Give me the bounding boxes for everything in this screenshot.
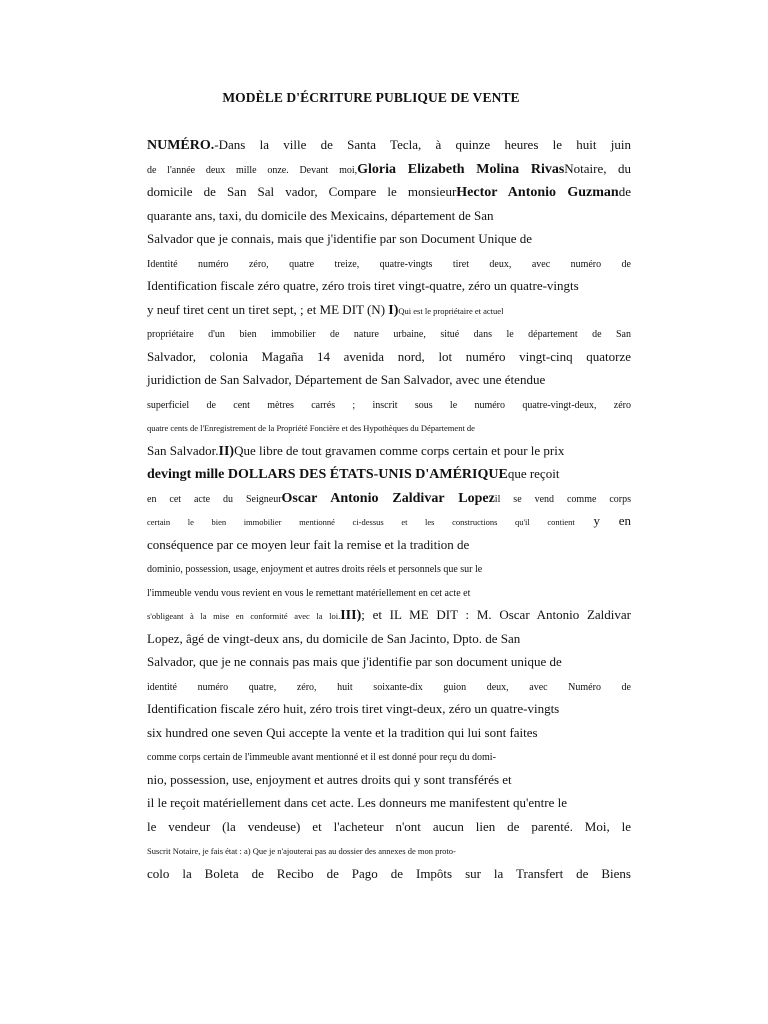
text-line [147, 838, 631, 862]
text-span: Identification fiscale zéro huit, zéro trois tiret vingt-deux, zéro un quatre-vingts [147, 701, 560, 716]
bold-text: II) [218, 443, 235, 459]
bold-text: Gloria Elizabeth Molina Rivas [357, 161, 565, 177]
text-span: Qui est le propriétaire et actuel [398, 305, 504, 316]
text-span: identité numéro quatre, zéro, huit soixante-dix guion deux, avec Numéro de [147, 681, 631, 693]
text-line [147, 415, 631, 439]
text-span: Salvador, que je ne connais pas mais que j'identifie par son document unique de [147, 654, 562, 669]
text-span: il se vend comme corps [494, 493, 632, 505]
text-span: -Dans la ville de Santa Tecla, à quinze heures le huit juin [214, 137, 631, 152]
text-span: s'obligeant à la mise en conformité avec la loi. [147, 611, 341, 621]
text-line [147, 580, 631, 604]
text-line [147, 533, 631, 557]
text-line [147, 768, 631, 792]
text-span: superficiel de cent mètres carrés ; inscrit sous le numéro quatre-vingt-deux, zéro [147, 399, 631, 411]
text-span: six hundred one seven Qui accepte la vente et la tradition qui lui sont faites [147, 724, 538, 740]
text-span: Suscrit Notaire, je fais état : a) Que je n'ajouterai pas au dossier des annexes de mon proto- [147, 846, 456, 856]
text-span: Salvador, colonia Magaña 14 avenida nord, lot numéro vingt-cinq quatorze [147, 348, 631, 364]
text-span: de [618, 184, 631, 199]
text-line [147, 345, 631, 369]
text-line [147, 251, 631, 275]
bold-text: Oscar Antonio Zaldivar Lopez [281, 490, 495, 506]
text-span: certain le bien immobilier mentionné ci-dessus et les constructions qu'il contient [147, 517, 575, 527]
text-span: quatre cents de l'Enregistrement de la Propriété Foncière et des Hypothèques du Département de [147, 423, 475, 433]
text-span: colo la Boleta de Recibo de Pago de Impôts sur la Transfert de Biens [147, 865, 631, 881]
text-line [147, 674, 631, 698]
text-span: ; et IL ME DIT : M. Oscar Antonio Zaldivar [361, 607, 632, 622]
document-body [147, 133, 631, 885]
text-line [147, 368, 631, 392]
text-line [147, 862, 631, 886]
text-line [147, 133, 631, 157]
text-span: Identification fiscale zéro quatre, zéro trois tiret vingt-quatre, zéro un quatre-vingts [147, 278, 579, 293]
text-line [147, 227, 631, 251]
text-line [147, 815, 631, 839]
text-line [147, 509, 631, 533]
bold-text: III) [340, 608, 362, 623]
text-line [147, 274, 631, 298]
document-title: MODÈLE D'ÉCRITURE PUBLIQUE DE VENTE [222, 90, 520, 105]
text-line [147, 603, 631, 627]
text-span: en cet acte du Seigneur [147, 493, 282, 505]
text-line [147, 721, 631, 745]
text-span: Notaire, du [564, 160, 632, 176]
text-span: Lopez, âgé de vingt-deux ans, du domicile de San Jacinto, Dpto. de San [147, 630, 521, 646]
text-span: quarante ans, taxi, du domicile des Mexicains, département de San [147, 207, 494, 223]
text-line [147, 697, 631, 721]
text-line [147, 157, 631, 181]
text-line [147, 791, 631, 815]
text-span: il le reçoit matériellement dans cet acte. Les donneurs me manifestent qu'entre le [147, 795, 567, 810]
text-line [147, 486, 631, 510]
text-span: Identité numéro zéro, quatre treize, quatre-vingts tiret deux, avec numéro de [147, 258, 631, 270]
text-line [147, 180, 631, 204]
text-line [147, 556, 631, 580]
text-line [147, 462, 631, 486]
bold-text: devingt mille DOLLARS DES ÉTATS-UNIS D'AMÉRIQUE [147, 467, 508, 482]
text-span: y en [574, 513, 631, 528]
text-line [147, 650, 631, 674]
text-span: y neuf tiret cent un tiret sept, ; et ME DIT (N) [147, 301, 389, 317]
text-line [147, 321, 631, 345]
text-span: Salvador que je connais, mais que j'identifie par son Document Unique de [147, 231, 533, 246]
bold-text: Hector Antonio Guzman [456, 185, 619, 200]
text-span: nio, possession, use, enjoyment et autres droits qui y sont transférés et [147, 771, 512, 787]
text-span: juridiction de San Salvador, Département de San Salvador, avec une étendue [147, 372, 546, 387]
text-span: conséquence par ce moyen leur fait la remise et la tradition de [147, 536, 470, 552]
bold-text: I) [388, 302, 399, 318]
text-line [147, 298, 631, 322]
text-span: le vendeur (la vendeuse) et l'acheteur n'ont aucun lien de parenté. Moi, le [147, 818, 631, 834]
text-span: l'immeuble vendu vous revient en vous le remettant matériellement en cet acte et [147, 587, 471, 599]
text-span: domicile de San Sal vador, Compare le monsieur [147, 184, 457, 199]
text-span: de l'année deux mille onze. Devant moi, [147, 164, 358, 176]
text-span: propriétaire d'un bien immobilier de nature urbaine, situé dans le département de San [147, 329, 631, 340]
text-span: que reçoit [507, 466, 560, 481]
text-span: Que libre de tout gravamen comme corps certain et pour le prix [234, 442, 565, 458]
text-line [147, 392, 631, 416]
bold-text: NUMÉRO. [147, 138, 215, 153]
text-span: comme corps certain de l'immeuble avant mentionné et il est donné pour reçu du domi- [147, 752, 496, 763]
text-line [147, 204, 631, 228]
text-line [147, 627, 631, 651]
text-span: San Salvador. [147, 442, 219, 458]
text-line [147, 439, 631, 463]
text-line [147, 744, 631, 768]
text-span: dominio, possession, usage, enjoyment et autres droits réels et personnels que sur le [147, 564, 483, 575]
